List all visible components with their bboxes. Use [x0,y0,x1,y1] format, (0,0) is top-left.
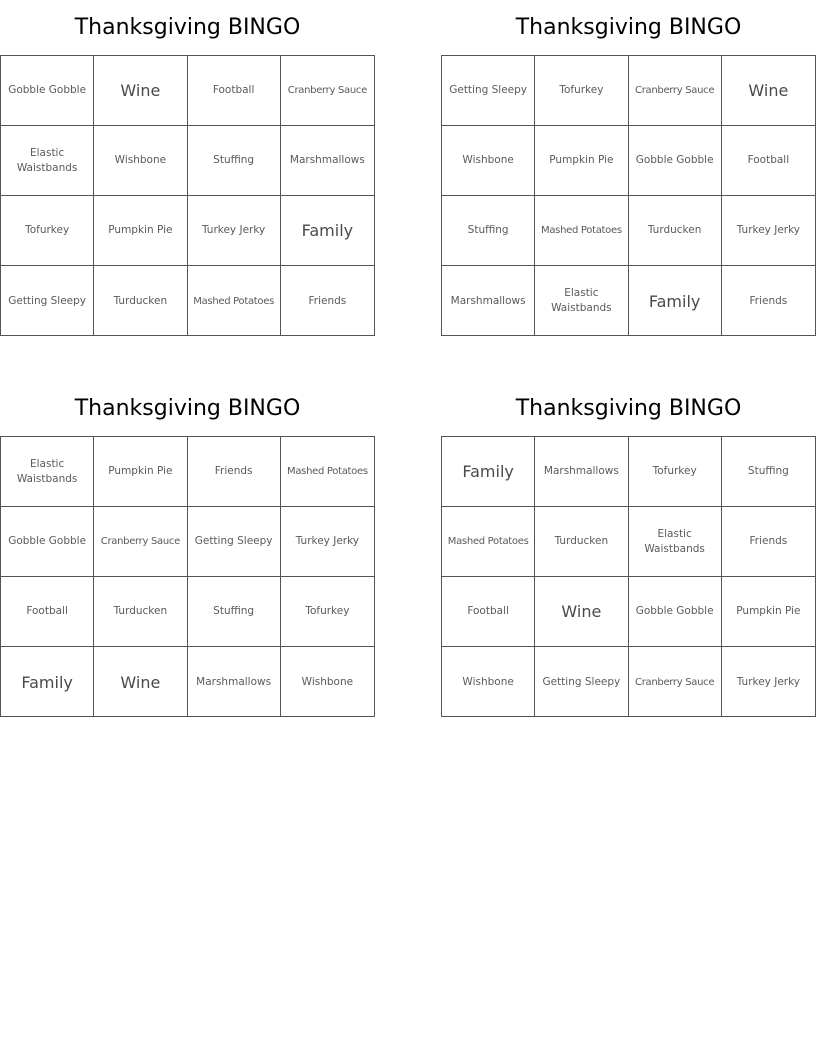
bingo-cell: Wine [535,577,628,647]
bingo-grid [0,55,375,336]
bingo-cell: Marshmallows [188,647,281,717]
bingo-cell: Football [188,56,281,126]
bingo-cell: Stuffing [722,437,815,507]
card-title: Thanksgiving BINGO [515,396,742,421]
bingo-cell: Getting Sleepy [188,507,281,577]
bingo-cell: Elastic Waistbands [629,507,722,577]
bingo-cell: Turkey Jerky [281,507,374,577]
bingo-cell: Elastic Waistbands [1,437,94,507]
bingo-cell: Turducken [94,266,187,336]
bingo-cell: Wishbone [301,675,354,688]
bingo-cell: Friends [749,294,788,307]
bingo-cell: Mashed Potatoes [281,437,374,507]
bingo-cell: Pumpkin Pie [722,577,815,647]
card-title: Thanksgiving BINGO [74,15,301,40]
bingo-grid [441,55,816,336]
bingo-cell: Gobble Gobble [629,577,722,647]
bingo-cell: Tofurkey [535,56,628,126]
bingo-card-4 [441,381,816,717]
bingo-cell: Turkey Jerky [188,196,281,266]
bingo-cell: Turducken [629,196,722,266]
bingo-cell: Mashed Potatoes [535,196,628,266]
bingo-cell: Friends [188,437,281,507]
bingo-card-2 [441,0,816,336]
bingo-cell: Cranberry Sauce [629,647,722,717]
bingo-cell: Football [442,577,535,647]
bingo-cell: Family [629,266,722,336]
bingo-cell: Marshmallows [442,266,535,336]
bingo-cell: Football [1,577,94,647]
bingo-cell: Marshmallows [535,437,628,507]
bingo-cell: Stuffing [442,196,535,266]
bingo-cell: Family [442,437,535,507]
bingo-grid [0,436,375,717]
bingo-cell: Tofurkey [629,437,722,507]
bingo-cell: Wine [94,56,187,126]
bingo-cell: Getting Sleepy [442,56,535,126]
bingo-cell: Stuffing [188,126,281,196]
bingo-cell: Wine [94,647,187,717]
bingo-cell: Elastic Waistbands [1,126,94,196]
bingo-cell: Pumpkin Pie [94,196,187,266]
card-title: Thanksgiving BINGO [74,396,301,421]
card-title: Thanksgiving BINGO [515,15,742,40]
bingo-cell: Friends [722,507,815,577]
bingo-grid [441,436,816,717]
bingo-cell: Getting Sleepy [535,647,628,717]
bingo-cell: Turducken [535,507,628,577]
bingo-cell: Stuffing [188,577,281,647]
bingo-cell: Gobble Gobble [1,507,94,577]
bingo-cell: Cranberry Sauce [94,507,187,577]
bingo-cell: Marshmallows [281,126,374,196]
bingo-cell: Wine [722,56,815,126]
bingo-cell: Gobble Gobble [1,56,94,126]
bingo-cell: Tofurkey [281,577,374,647]
bingo-cell: Pumpkin Pie [535,126,628,196]
bingo-cell: Mashed Potatoes [188,266,281,336]
bingo-cell: Family [281,196,374,266]
bingo-cell: Mashed Potatoes [442,507,535,577]
bingo-cell: Turkey Jerky [722,196,815,266]
bingo-cell: Wishbone [442,126,535,196]
bingo-cell: Getting Sleepy [1,266,94,336]
bingo-cell: Football [722,126,815,196]
bingo-cell: Cranberry Sauce [281,56,374,126]
bingo-cell: Gobble Gobble [629,126,722,196]
bingo-cell: Turkey Jerky [736,675,801,688]
bingo-cell: Elastic Waistbands [535,266,628,336]
bingo-cell: Family [1,647,94,717]
bingo-cell: Cranberry Sauce [629,56,722,126]
bingo-cell: Wishbone [442,647,535,717]
bingo-cell: Turducken [94,577,187,647]
bingo-cell: Pumpkin Pie [94,437,187,507]
bingo-cell: Friends [308,294,347,307]
bingo-card-1 [0,0,375,336]
bingo-card-3 [0,381,375,717]
bingo-cell: Wishbone [94,126,187,196]
bingo-cell: Tofurkey [1,196,94,266]
